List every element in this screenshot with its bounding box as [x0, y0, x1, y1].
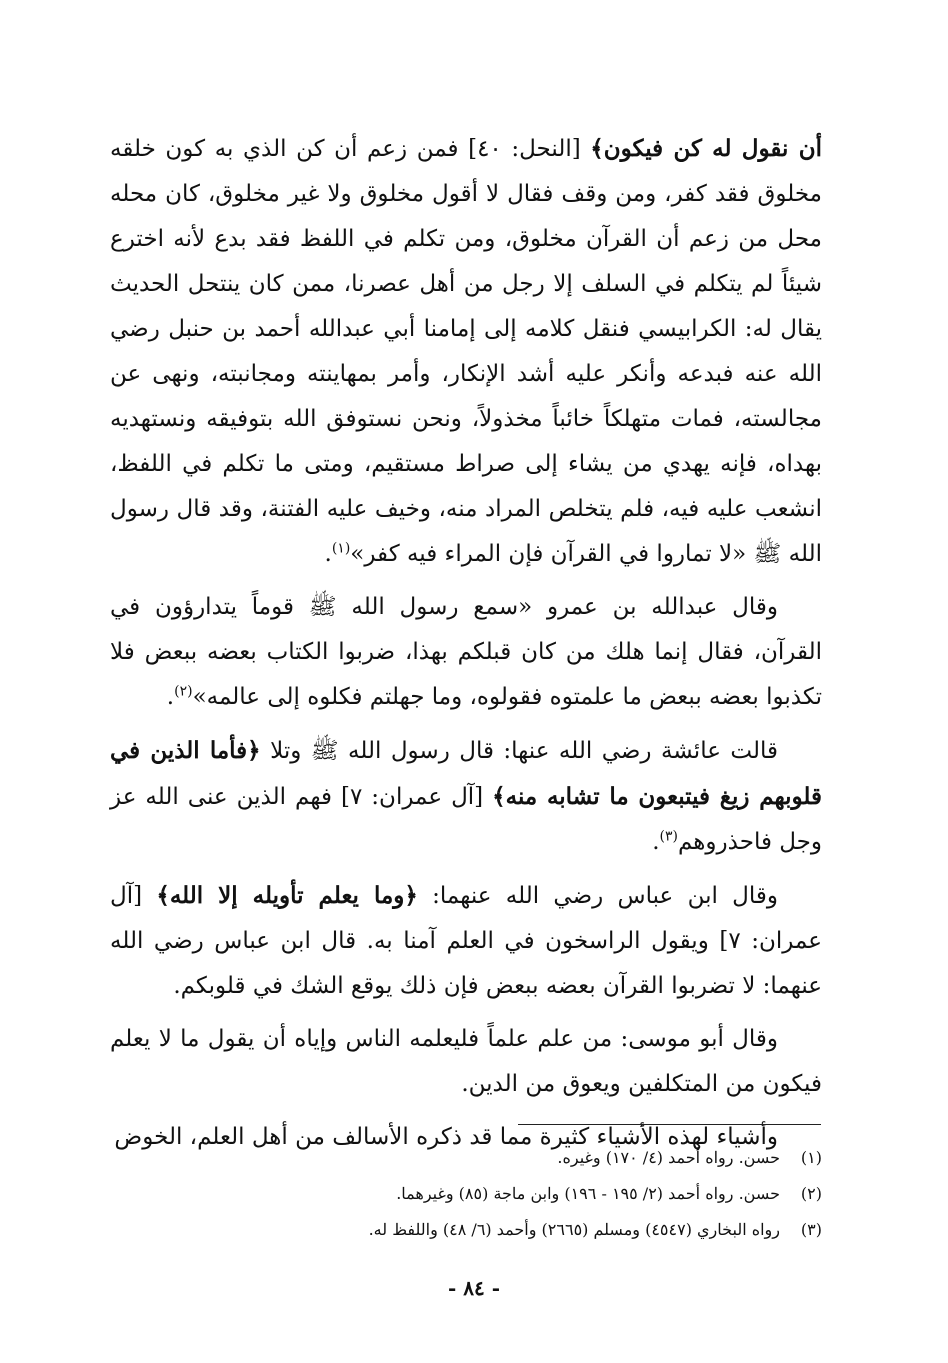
footnote-ref: (٣) [659, 828, 678, 845]
paragraph-text: وقال عبدالله بن عمرو «سمع رسول الله ﷺ قوماً يتدارؤون في القرآن، فقال إنما هلك من كان قبلكم بهذا، ضربوا الكتاب بعضه ببعض فلا تكذبوا بعضه ببعض ما علمتوه فقولوه، وما جهلتم فكلوه إلى عالمه» [110, 594, 822, 710]
footnote-ref: (٢) [174, 683, 193, 700]
footnote-text: رواه البخاري (٤٥٤٧) ومسلم (٢٦٦٥) وأحمد (٦/ ٤٨) واللفظ له. [368, 1220, 780, 1239]
paragraph [110, 728, 822, 865]
paragraph-text: وأشياء لهذه الأشياء كثيرة مما قد ذكره الأسالف من أهل العلم، الخوض [114, 1124, 778, 1150]
paragraph-text: . [166, 684, 175, 710]
footnote-number: (٢) [800, 1184, 822, 1203]
footnote [300, 1176, 822, 1212]
footnotes [300, 1140, 822, 1248]
paragraph-text: قالت عائشة رضي الله عنها: قال رسول الله ﷺ وتلا [260, 738, 778, 764]
footnote-number: (١) [800, 1148, 822, 1167]
quran-quote: أن نقول له كن فيكون﴾ [590, 135, 822, 162]
paragraph-text: [النحل: ٤٠] فمن زعم أن كن الذي به كون خلقه مخلوق فقد كفر، ومن وقف فقال لا أقول مخلوق ولا غير مخلوق، كان محله محل من زعم أن القرآن مخلوق، ومن تكلم في اللفظ فقد بدع لأنه اخترع شيئاً لم يتكلم في السلف إلا رجل من أهل عصرنا، ممن كان ينتحل الحديث يقال له: الكرابيسي فنقل كلامه إلى إمامنا أبي عبدالله أحمد بن حنبل رضي الله عنه فبدعه وأنكر عليه أشد الإنكار، وأمر بمهاينته ومجانبته، ونهى عن مجالسته، فمات متهلكاً خائباً مخذولاً، ونحن نستوفق الله بتوفيقه ونستهديه بهداه، فإنه يهدي من يشاء إلى صراط مستقيم، ومتى ما تكلم في اللفظ، انشعب عليه فيه، فلم يتخلص المراد منه، وخيف عليه الفتنة، وقد قال رسول الله ﷺ «لا تماروا في القرآن فإن المراء فيه كفر» [110, 136, 822, 567]
paragraph-text: [آل عمران: ٧] ويقول الراسخون في العلم آمنا به. قال ابن عباس رضي الله عنهما: لا تضربوا القرآن بعضه ببعض فإن ذلك يوقع الشك في قلوبكم. [110, 883, 822, 999]
paragraph [110, 873, 822, 1009]
footnote-ref: (١) [331, 540, 351, 557]
page-number: - ٨٤ - [447, 1276, 500, 1300]
quran-quote: ﴿فأما الذين في قلوبهم زيغ فيتبعون ما تشابه منه﴾ [110, 737, 823, 810]
paragraph-text: . [652, 829, 660, 855]
paragraph [110, 1017, 822, 1107]
quran-quote: ﴿وما يعلم تأويله إلا الله﴾ [156, 882, 418, 909]
footnote-divider [518, 1124, 821, 1125]
footnote-number: (٣) [800, 1220, 822, 1239]
footnote [300, 1140, 822, 1176]
paragraph-text: [آل عمران: ٧] فهم الذين عنى الله عز وجل فاحذروهم [110, 784, 822, 855]
paragraph-text: . [324, 541, 332, 567]
paragraph [110, 126, 822, 577]
footnote-text: حسن. رواه أحمد (٤/ ١٧٠) وغيره. [557, 1148, 780, 1167]
paragraph-text: وقال ابن عباس رضي الله عنهما: [417, 883, 778, 909]
paragraph [110, 585, 822, 720]
footnote [300, 1212, 822, 1248]
footnote-text: حسن. رواه أحمد (٢/ ١٩٥ - ١٩٦) وابن ماجة (٨٥) وغيرهما. [396, 1184, 780, 1203]
page-body [110, 126, 822, 1168]
paragraph-text: وقال أبو موسى: من علم علماً فليعلمه الناس وإياه أن يقول ما لا يعلم فيكون من المتكلفين ويعوق من الدين. [110, 1026, 822, 1097]
